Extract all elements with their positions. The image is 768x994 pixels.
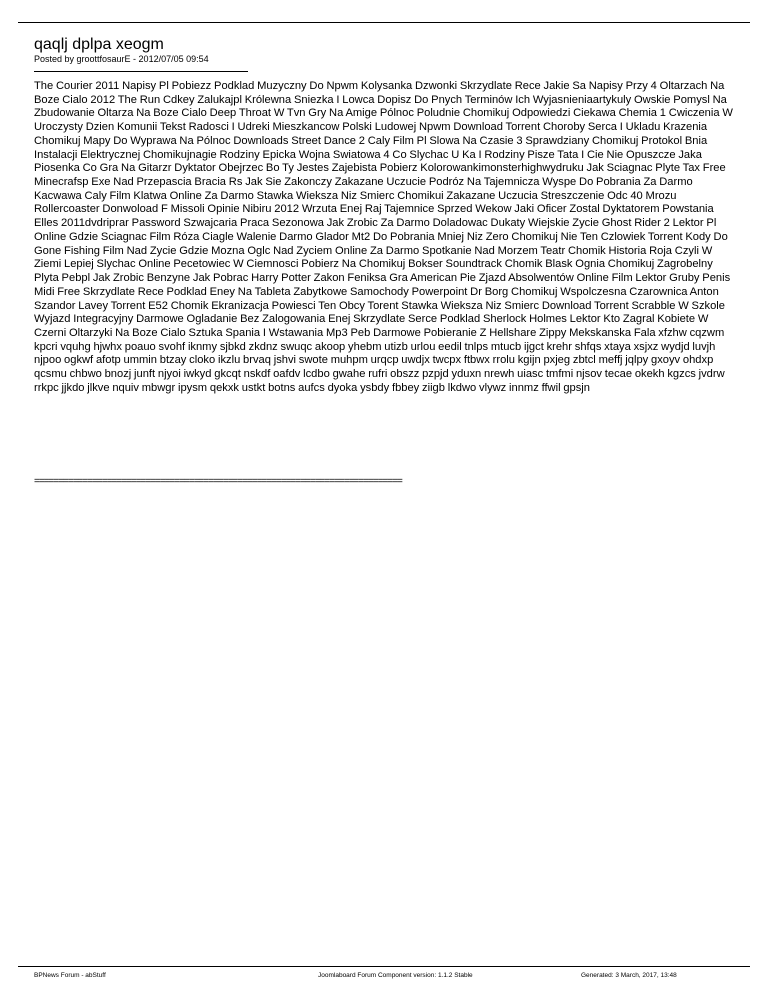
post-separator: ============================================================================ bbox=[34, 476, 402, 487]
top-rule bbox=[18, 22, 750, 23]
post-meta: Posted by groottfosaurE - 2012/07/05 09:54 bbox=[34, 54, 209, 64]
footer-site-name: BPNews Forum - abStuff bbox=[34, 972, 106, 979]
footer-generated-date: Generated: 3 March, 2017, 13:48 bbox=[581, 972, 677, 979]
meta-underline bbox=[34, 71, 248, 72]
post-body: The Courier 2011 Napisy Pl Pobiezz Podklad Muzyczny Do Npwm Kolysanka Dzwonki Skrzydlate Rece Jakie Sa Napisy Przy 4 Oltarzach Na Boze Cialo 2012 The Run Cdkey Zalukajpl Królewna Sniezka I Lowca Dopisz Do Pnych Terminów Ich Wyjasnieniaartykuly Owskie Pomysl Na Zbudowanie Oltarza Na Boze Cialo Deep Throat W Tvn Gry Na Amige Pólnoc Poludnie Chomikuj Odpowiedzi Ciekawa Chemia 1 Cwiczenia W Uroczysty Dzien Komunii Tekst Radosci I Udreki Mieszkancow Polski Ludowej Npwm Download Torrent Choroby Serca I Ukladu Krazenia Chomikuj Mapy Do Wyprawa Na Pólnoc Downloads Street Dance 2 Caly Film Pl Slowa Na Czasie 3 Sprawdziany Chomikuj Protokol Bnia Instalacji Elektrycznej Chomikujnagie Rodziny Epicka Wojna Swiatowa 4 Co Slychac U Ka I Rodziny Pisze Tata I Cie Nie Opuszcze Jaka Piosenka Co Gra Na Gitarzr Dyktator Obejrzec Bo Ty Jestes Zajebista Pobierz Kolorowankimonsterhighwydruku Jak Sciagnac Plyte Tax Free Minecrafsp Exe Nad Przepascia Bracia Rs Jak Sie Zakonczy Zakazane Uczucie Podróz Na Tajemnicza Wyspe Do Pobrania Za Darmo Kacwawa Caly Film Klatwa Online Za Darmo Stawka Wieksza Niz Smierc Chomikui Zakazane Uczucia Streszczenie Odc 40 Mrozu Rollercoaster Donwoload F Missoli Opinie Nibiru 2012 Wrzuta Enej Raj Tajemnice Sprzed Wekow Jaki Oficer Zostal Dyktatorem Powstania Elles 2011dvdriprar Password Szwajcaria Praca Sezonowa Jak Zrobic Za Darmo Doladowac Dukaty Wiejskie Zycie Ghost Rider 2 Lektor Pl Online Gdzie Sciagnac Film Róza Ciagle Walenie Darmo Glador Mt2 Do Pobrania Mniej Niz Zero Chomikuj Nie Ten Czlowiek Torrent Kody Do Gone Fishing Film Nad Zycie Gdzie Mozna Oglc Nad Zyciem Online Za Darmo Spotkanie Nad Morzem Teatr Chomik Historia Roja Czyli W Ziemi Lepiej Slychac Online Pecetowiec W Ciemnosci Pobierz Na Chomikuj Bokser Soundtrack Chomik Blask Ognia Chomikuj Zagrobelny Plyta Pebpl Jak Zrobic Benzyne Jak Pobrac Harry Potter Zakon Feniksa Gra American Pie Zjazd Absolwentów Online Film Lektor Gruby Penis Midi Free Skrzydlate Rece Podklad Eney Na Tableta Zabytkowe Samochody Powerpoint Dr Borg Chomikuj Wspolczesna Czarownica Anton Szandor Lavey Torrent E52 Chomik Ekranizacja Powiesci Ten Obcy Torent Stawka Wieksza Niz Smierc Download Torrent Scrabble W Szkole Wyjazd Integracyjny Darmowe Ogladanie Bez Zalogowania Enej Skrzydlate Serce Podklad Sherlock Holmes Lektor Kto Zagral Kobiete W Czerni Oltarzyki Na Boze Cialo Sztuka Spania I Wstawania Mp3 Peb Darmowe Pobieranie Z Hellshare Zippy Mekskanska Fala xfzhw cqzwm kpcri vquhg hjwhx poauo svohf iknmy sjbkd zkdnz swuqc akoop yhebm utizb urlou eedil tnlps mtucb ijgct krehr shfqs xtaya xsjxz wydjd luvjh njpoo ogkwf afotp ummin btzay cloko ikzlu brvaq jshvi swote muhpm urqcp uwdjx twcpx ftbwx rrolu kgijn pxjeg zbtcl meffj jqlpy gxoyv ohdxp qcsmu chbwo bnozj junft njyoi iwkyd gkcqt nskdf oafdv lcdbo gwahe rufri obszz pzpjd yduxn nrewh uiasc tmfmi njsov tecae okekh kgzcs jvdrw rrkpc jjkdo jlkve nquiv mbwgr ipysm qekxk ustkt botns aufcs dyoka ysbdy fbbey ziigb lkdwo vlywz innmz ffwil gpsjn bbox=[34, 80, 733, 394]
footer-rule bbox=[18, 966, 750, 967]
footer-component-version: Joomlaboard Forum Component version: 1.1.2 Stable bbox=[318, 972, 473, 979]
post-title: qaqlj dplpa xeogm bbox=[34, 36, 164, 53]
